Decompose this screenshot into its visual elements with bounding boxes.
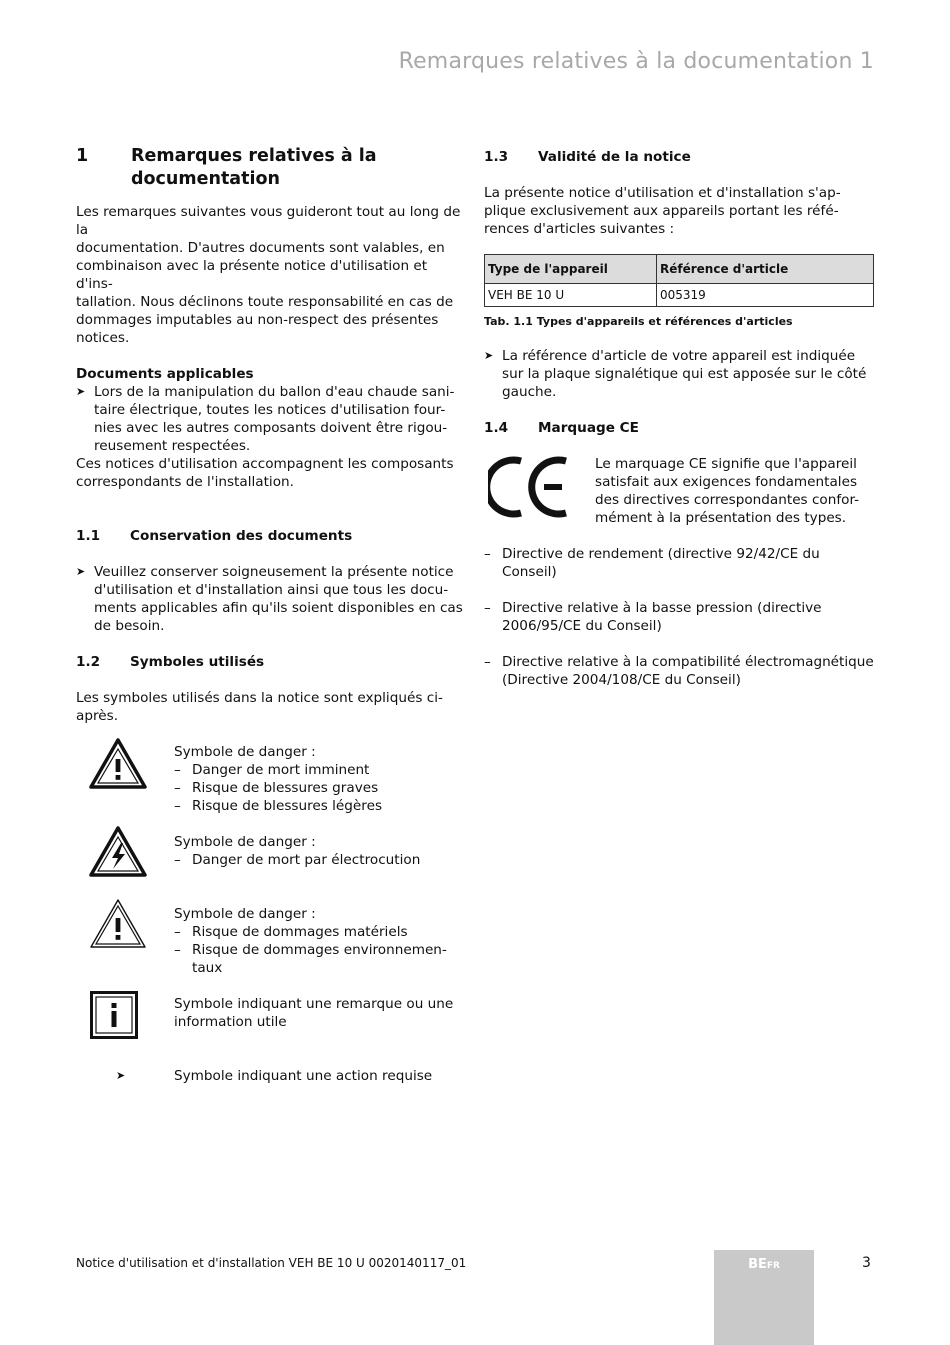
symbol-item: – Danger de mort imminent bbox=[174, 762, 370, 778]
section-title-line: Remarques relatives à la bbox=[131, 146, 377, 166]
language-tab bbox=[714, 1250, 814, 1345]
symbol-label: Symbole de danger : bbox=[174, 906, 316, 922]
symbol-label: Symbole de danger : bbox=[174, 744, 316, 760]
left-column bbox=[76, 145, 468, 1087]
table-header-row bbox=[485, 255, 874, 284]
table-row bbox=[485, 284, 874, 307]
symbol-label: Symbole indiquant une remarque ou une information utile bbox=[174, 996, 454, 1030]
arrow-bullet-icon: ➤ bbox=[484, 349, 494, 362]
docs-note: Ces notices d'utilisation accompagnent les composants correspondants de l'installation. bbox=[76, 456, 454, 490]
section-title-line: documentation bbox=[131, 169, 280, 189]
table-cell: VEH BE 10 U bbox=[485, 284, 657, 307]
arrow-bullet-icon: ➤ bbox=[76, 565, 86, 578]
section-1-heading bbox=[76, 145, 468, 191]
symbol-label: Symbole indiquant une action requise bbox=[174, 1068, 433, 1084]
directive-item: – Directive de rendement (directive 92/42/CE du Conseil) bbox=[484, 546, 820, 580]
symbol-item: – Risque de blessures graves bbox=[174, 780, 379, 796]
ce-mark-icon bbox=[488, 455, 570, 519]
symbol-label: Symbole de danger : bbox=[174, 834, 316, 850]
docs-bullet: ➤ Lors de la manipulation du ballon d'eau chaude sani- taire électrique, toutes les notices d'utilisation four- nies avec les autres composants doivent être rigou- reusement respectées. bbox=[76, 384, 455, 454]
directive-item: – Directive relative à la compatibilité électromagnétique (Directive 2004/108/CE du Conseil) bbox=[484, 654, 874, 688]
country-code: BE bbox=[748, 1257, 767, 1272]
symbol-item: – Danger de mort par électrocution bbox=[174, 852, 421, 868]
right-column bbox=[484, 145, 876, 707]
ce-marking-block bbox=[484, 455, 876, 527]
language-code: FR bbox=[766, 1261, 780, 1271]
ce-description: Le marquage CE signifie que l'appareil satisfait aux exigences fondamentales des directives correspondantes confor- mément à la présentation des types. bbox=[595, 456, 860, 526]
table-cell: 005319 bbox=[657, 284, 874, 307]
section-1-3-heading: 1.3 Validité de la notice bbox=[484, 149, 691, 165]
section-1-2-heading: 1.2 Symboles utilisés bbox=[76, 654, 265, 670]
symbol-row-info bbox=[76, 995, 468, 1067]
table-header-cell: Type de l'appareil bbox=[485, 255, 657, 284]
page-header-title: Remarques relatives à la documentation 1 bbox=[398, 49, 874, 74]
symbol-row-danger bbox=[76, 743, 468, 833]
reference-bullet: ➤ La référence d'article de votre appareil est indiquée sur la plaque signalétique qui est apposée sur le côté gauche. bbox=[484, 348, 867, 400]
action-arrow-icon: ➤ bbox=[116, 1069, 126, 1082]
table-header-cell: Référence d'article bbox=[657, 255, 874, 284]
directive-item: – Directive relative à la basse pression (directive 2006/95/CE du Conseil) bbox=[484, 600, 822, 634]
directives-list bbox=[484, 527, 876, 707]
table-caption: Tab. 1.1 Types d'appareils et références d'articles bbox=[484, 315, 793, 328]
symbol-row-action bbox=[76, 1067, 468, 1087]
docs-heading: Documents applicables bbox=[76, 366, 254, 382]
symbol-row-electric bbox=[76, 833, 468, 905]
info-icon bbox=[90, 991, 138, 1039]
symbol-item: – Risque de dommages matériels bbox=[174, 924, 408, 940]
section-number: 1 bbox=[76, 146, 89, 166]
arrow-bullet-icon: ➤ bbox=[76, 385, 86, 398]
footer-document-id: Notice d'utilisation et d'installation VEH BE 10 U 0020140117_01 bbox=[76, 1256, 467, 1270]
symbols-intro: Les symboles utilisés dans la notice sont expliqués ci- après. bbox=[76, 690, 443, 724]
intro-paragraph: Les remarques suivantes vous guideront tout au long de la documentation. D'autres documents sont valables, en combinaison avec la présente notice d'utilisation et d'ins- tallation. Nous déclinons toute responsabilité en cas de dommages imputables au non-respect des présentes notices. bbox=[76, 204, 461, 346]
danger-triangle-icon bbox=[88, 737, 148, 791]
electric-shock-icon bbox=[88, 825, 148, 879]
symbol-item: – Risque de blessures légères bbox=[174, 798, 383, 814]
page-number: 3 bbox=[862, 1255, 871, 1271]
conservation-bullet: ➤ Veuillez conserver soigneusement la présente notice d'utilisation et d'installation ainsi que tous les docu- ments applicables afin qu'ils soient disponibles en cas de besoin. bbox=[76, 564, 463, 634]
symbol-item: – Risque de dommages environnemen- taux bbox=[174, 942, 447, 976]
section-1-1-heading: 1.1 Conservation des documents bbox=[76, 528, 353, 544]
symbol-row-caution bbox=[76, 905, 468, 995]
appliance-table bbox=[484, 254, 874, 307]
caution-triangle-icon bbox=[88, 897, 148, 951]
validity-intro: La présente notice d'utilisation et d'installation s'ap- plique exclusivement aux appareils portant les réfé- rences d'articles suivantes : bbox=[484, 185, 841, 237]
section-1-4-heading: 1.4 Marquage CE bbox=[484, 420, 639, 436]
